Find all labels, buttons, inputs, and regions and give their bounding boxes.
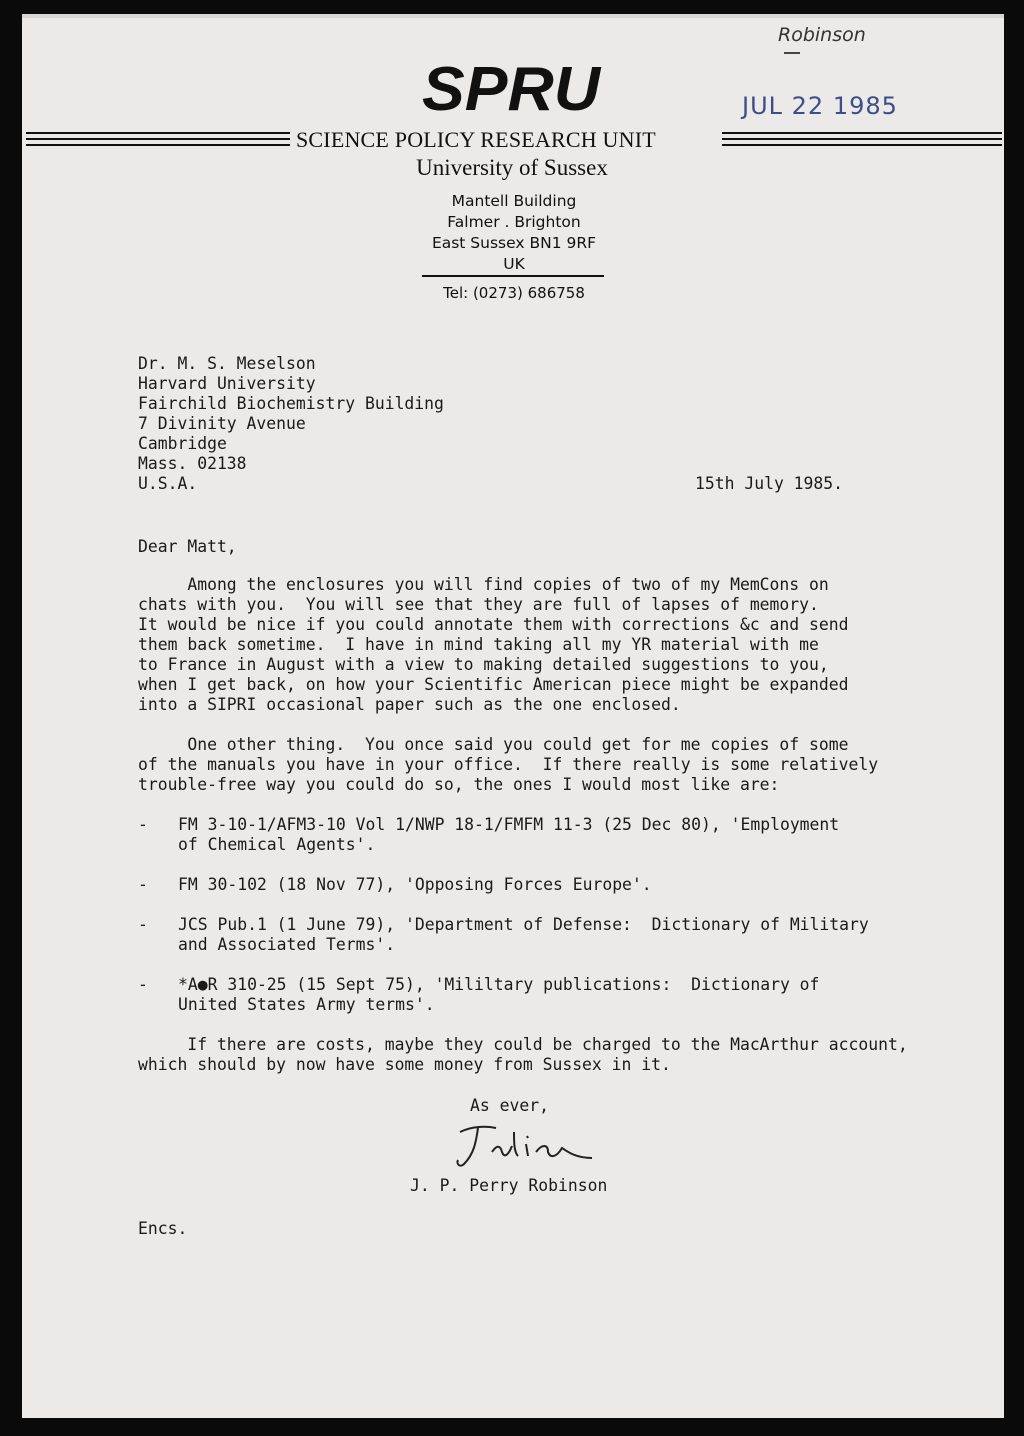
- list-item-line: and Associated Terms'.: [178, 935, 396, 954]
- recipient-line: Mass. 02138: [138, 454, 247, 473]
- handwritten-name: Robinson: [778, 24, 866, 46]
- paragraph-line: them back sometime. I have in mind taking all my YR material with me: [138, 635, 819, 654]
- rule-right-1: [722, 132, 1002, 134]
- underline-mark: [784, 52, 800, 54]
- paragraph-line: chats with you. You will see that they are full of lapses of memory.: [138, 595, 819, 614]
- list-bullet: -: [138, 875, 148, 894]
- list-bullet: -: [138, 815, 148, 834]
- paragraph-line: when I get back, on how your Scientific American piece might be expanded: [138, 675, 849, 694]
- paragraph-line: of the manuals you have in your office. If there really is some relatively: [138, 755, 879, 774]
- list-item-line: JCS Pub.1 (1 June 79), 'Department of Defense: Dictionary of Military: [178, 915, 869, 934]
- letter-date: 15th July 1985.: [695, 474, 844, 493]
- recipient-line: Fairchild Biochemistry Building: [138, 394, 444, 413]
- closing: As ever,: [470, 1096, 549, 1115]
- date-stamp: JUL 22 1985: [742, 92, 898, 120]
- logo-text: SPRU: [422, 60, 602, 116]
- recipient-line: Cambridge: [138, 434, 227, 453]
- list-item-line: of Chemical Agents'.: [178, 835, 376, 854]
- enclosures: Encs.: [138, 1219, 188, 1238]
- rule-left-3: [26, 144, 290, 146]
- paragraph-line: It would be nice if you could annotate them with corrections &c and send: [138, 615, 849, 634]
- paragraph-line: One other thing. You once said you could get for me copies of some: [138, 735, 849, 754]
- paragraph-line: If there are costs, maybe they could be charged to the MacArthur account,: [138, 1035, 908, 1054]
- paragraph-line: trouble-free way you could do so, the ones I would most like are:: [138, 775, 780, 794]
- recipient-line: 7 Divinity Avenue: [138, 414, 306, 433]
- list-item-line: FM 30-102 (18 Nov 77), 'Opposing Forces Europe'.: [178, 875, 652, 894]
- list-item-line: FM 3-10-1/AFM3-10 Vol 1/NWP 18-1/FMFM 11-3 (25 Dec 80), 'Employment: [178, 815, 840, 834]
- rule-left-1: [26, 132, 290, 134]
- address-rule: [422, 275, 604, 277]
- recipient-line: Harvard University: [138, 374, 316, 393]
- signature: [452, 1118, 602, 1174]
- list-item-line: United States Army terms'.: [178, 995, 435, 1014]
- page-edge: [22, 14, 1004, 18]
- university-name: University of Sussex: [416, 155, 608, 180]
- address-line-2: Falmer . Brighton: [447, 213, 581, 231]
- address-line-1: Mantell Building: [451, 192, 577, 210]
- recipient-line: U.S.A.: [138, 474, 198, 493]
- list-bullet: -: [138, 975, 148, 994]
- org-name: SCIENCE POLICY RESEARCH UNIT: [296, 127, 656, 152]
- rule-right-3: [722, 144, 1002, 146]
- rule-right-2: [722, 138, 1002, 140]
- spru-logo: [420, 60, 602, 116]
- list-bullet: -: [138, 915, 148, 934]
- paragraph-line: to France in August with a view to making detailed suggestions to you,: [138, 655, 829, 674]
- rule-left-2: [26, 138, 290, 140]
- address-line-4: UK: [503, 255, 525, 273]
- paragraph-line: Among the enclosures you will find copies of two of my MemCons on: [138, 575, 829, 594]
- paragraph-line: which should by now have some money from Sussex in it.: [138, 1055, 671, 1074]
- paragraph-line: into a SIPRI occasional paper such as the one enclosed.: [138, 695, 681, 714]
- salutation: Dear Matt,: [138, 537, 237, 556]
- sender-name: J. P. Perry Robinson: [410, 1176, 608, 1195]
- address-line-3: East Sussex BN1 9RF: [431, 234, 597, 252]
- recipient-line: Dr. M. S. Meselson: [138, 354, 316, 373]
- telephone: Tel: (0273) 686758: [443, 284, 585, 302]
- list-item-line: *A●R 310-25 (15 Sept 75), 'Mililtary publications: Dictionary of: [178, 975, 820, 994]
